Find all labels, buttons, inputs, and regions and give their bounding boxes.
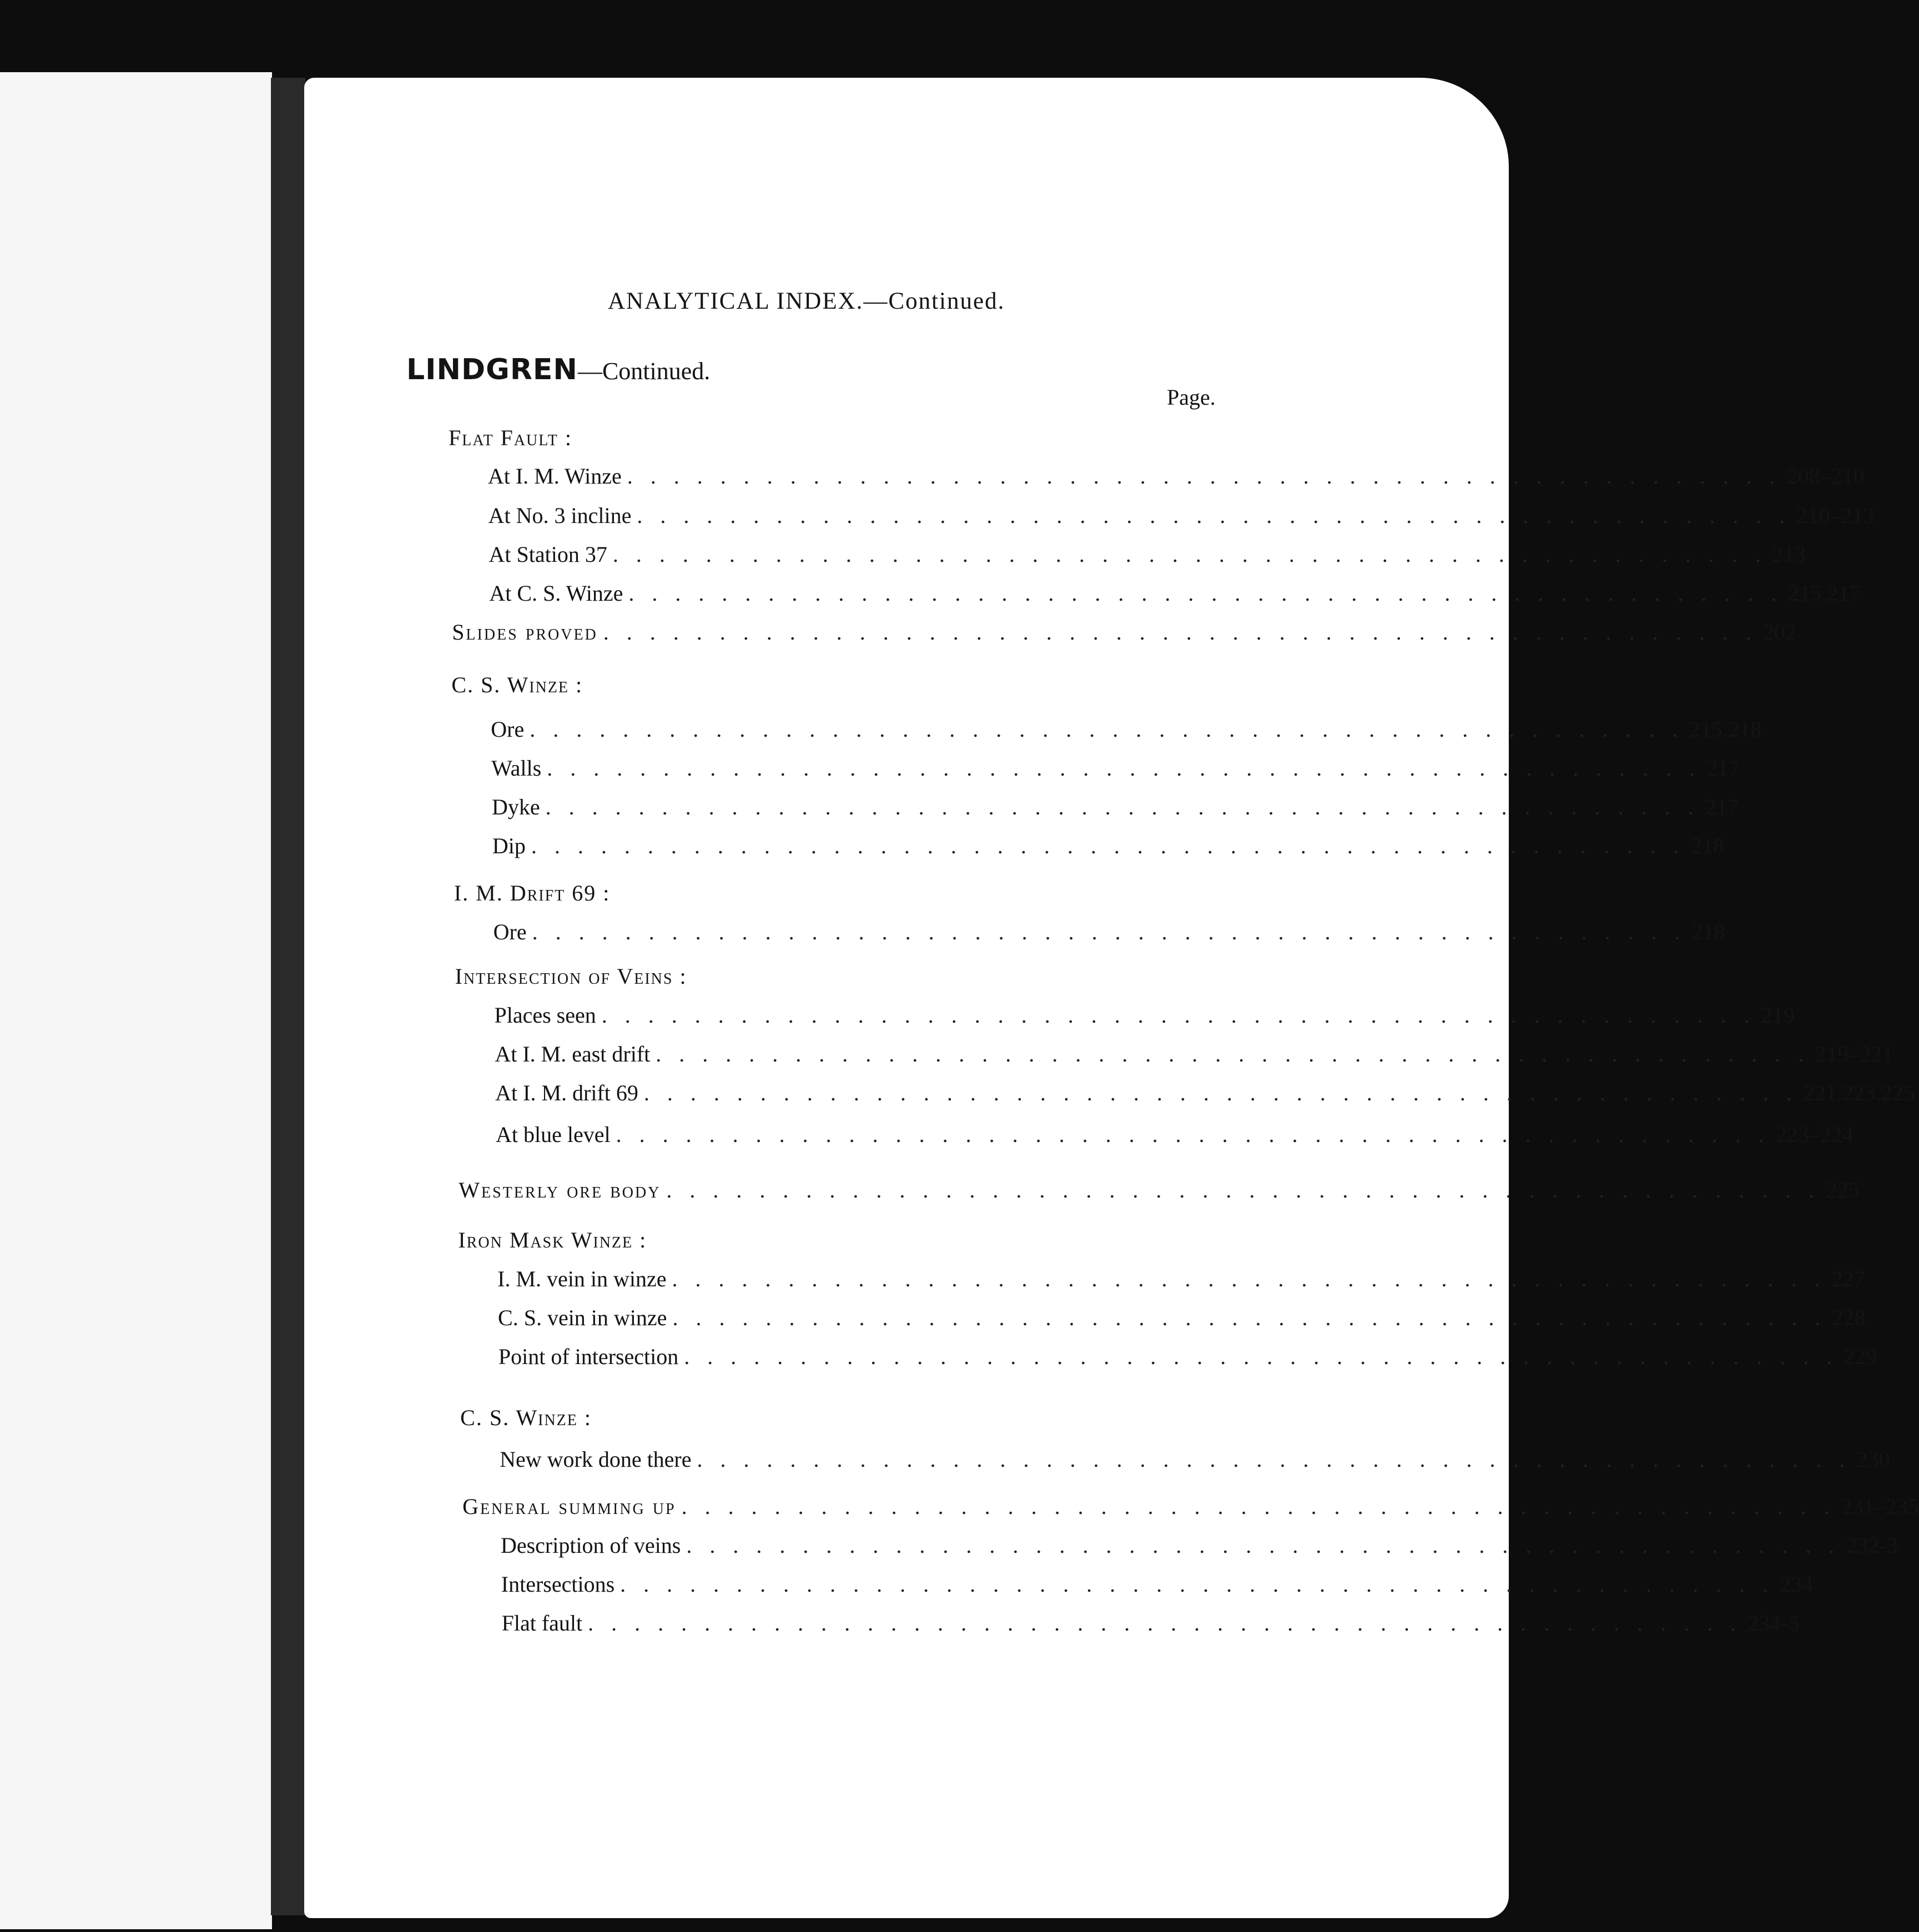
- index-entry: [495, 1080, 1915, 1109]
- left-page: [0, 72, 272, 1929]
- entry-text: At C. S. Winze: [489, 581, 623, 606]
- section-suffix: —Continued.: [577, 358, 711, 385]
- index-entry: [488, 541, 1806, 570]
- entry-text: New work done there: [500, 1447, 692, 1472]
- index-group-heading: Iron Mask Winze :: [458, 1227, 647, 1252]
- entry-text: At No. 3 incline: [488, 503, 632, 528]
- dot-leader: . . . . . . . . . . . . . . . . . . . . . . . . . . . . . . . . . . . . . . . . . . . . . . . . . .: [601, 1003, 1756, 1028]
- index-entry: [489, 580, 1861, 609]
- entry-text: Places seen: [494, 1003, 596, 1028]
- dot-leader: . . . . . . . . . . . . . . . . . . . . . . . . . . . . . . . . . . . . . . . . . . . . . . . . . .: [616, 1122, 1770, 1147]
- entry-page-number: 210–213: [1796, 503, 1875, 528]
- dot-leader: . . . . . . . . . . . . . . . . . . . . . . . . . . . . . . . . . . . . . . . . . . . . . . . . . .: [681, 1494, 1836, 1519]
- index-entry: [497, 1266, 1865, 1295]
- entry-text: At I. M. east drift: [495, 1042, 651, 1066]
- index-group-heading: C. S. Winze :: [460, 1405, 592, 1430]
- entry-text: At I. M. Winze: [487, 464, 622, 489]
- entry-page-number: 202: [1762, 620, 1796, 645]
- entry-text: Westerly ore body: [459, 1178, 661, 1203]
- dot-leader: . . . . . . . . . . . . . . . . . . . . . . . . . . . . . . . . . . . . . . . . . . . . . . . . . .: [643, 1080, 1798, 1105]
- index-entry: [501, 1571, 1814, 1600]
- dot-leader: . . . . . . . . . . . . . . . . . . . . . . . . . . . . . . . . . . . . . . . . . . . . . . . . . .: [530, 717, 1684, 742]
- index-group-heading: C. S. Winze :: [451, 672, 583, 697]
- dot-leader: . . . . . . . . . . . . . . . . . . . . . . . . . . . . . . . . . . . . . . . . . . . . . . . . . .: [697, 1447, 1851, 1472]
- index-entry: [487, 463, 1865, 492]
- entry-text: Ore: [493, 919, 527, 944]
- entry-page-number: 208–210: [1786, 464, 1865, 489]
- entry-page-number: 223–224: [1775, 1122, 1853, 1147]
- entry-text: Slides proved: [452, 620, 598, 645]
- entry-page-number: 218: [1690, 833, 1724, 858]
- entry-page-number: 230: [1856, 1447, 1890, 1472]
- entry-page-number: 218: [1691, 919, 1725, 944]
- index-entry: [492, 833, 1724, 862]
- dot-leader: . . . . . . . . . . . . . . . . . . . . . . . . . . . . . . . . . . . . . . . . . . . . . . . . . .: [588, 1611, 1742, 1636]
- entry-page-number: 219: [1761, 1003, 1795, 1028]
- index-group-heading: Flat Fault :: [449, 425, 573, 450]
- entry-text: At Station 37: [488, 542, 607, 567]
- dot-leader: . . . . . . . . . . . . . . . . . . . . . . . . . . . . . . . . . . . . . . . . . . . . . . . . . .: [686, 1533, 1841, 1558]
- entry-page-number: 234-5: [1747, 1611, 1800, 1636]
- dot-leader: . . . . . . . . . . . . . . . . . . . . . . . . . . . . . . . . . . . . . . . . . . . . . . . . . .: [545, 794, 1700, 819]
- entry-text: Ore: [491, 717, 525, 742]
- index-entry: [491, 755, 1740, 784]
- index-entry: [498, 1305, 1866, 1334]
- entry-page-number: 215.218: [1689, 717, 1762, 742]
- dot-leader: . . . . . . . . . . . . . . . . . . . . . . . . . . . . . . . . . . . . . . . . . . . . . . . . . .: [684, 1344, 1839, 1369]
- index-entry-main: [462, 1493, 1919, 1522]
- entry-text: At blue level: [496, 1122, 611, 1147]
- index-entry: [488, 502, 1875, 531]
- entry-text: I. M. vein in winze: [497, 1266, 667, 1291]
- index-entry: [500, 1532, 1898, 1561]
- entry-text: Dip: [492, 833, 526, 858]
- entry-page-number: 234: [1780, 1572, 1814, 1597]
- entry-text: C. S. vein in winze: [498, 1305, 667, 1330]
- index-entry: [491, 716, 1762, 745]
- dot-leader: . . . . . . . . . . . . . . . . . . . . . . . . . . . . . . . . . . . . . . . . . . . . . . . . . .: [656, 1042, 1810, 1066]
- dot-leader: . . . . . . . . . . . . . . . . . . . . . . . . . . . . . . . . . . . . . . . . . . . . . . . . . .: [637, 503, 1791, 528]
- dot-leader: . . . . . . . . . . . . . . . . . . . . . . . . . . . . . . . . . . . . . . . . . . . . . . . . . .: [627, 464, 1781, 489]
- entry-page-number: 227: [1831, 1266, 1865, 1291]
- entry-text: Intersections: [501, 1572, 615, 1597]
- entry-page-number: 219–221: [1815, 1042, 1893, 1066]
- entry-text: Flat fault: [501, 1611, 583, 1636]
- dot-leader: . . . . . . . . . . . . . . . . . . . . . . . . . . . . . . . . . . . . . . . . . . . . . . . . . .: [620, 1572, 1775, 1597]
- entry-text: Point of intersection: [498, 1344, 679, 1369]
- book-spine: [271, 78, 305, 1915]
- index-entry: [500, 1446, 1890, 1475]
- page-header: ANALYTICAL INDEX.—Continued.: [608, 288, 1005, 314]
- entry-page-number: 215.217: [1788, 581, 1861, 606]
- index-entry: [496, 1121, 1853, 1150]
- dot-leader: . . . . . . . . . . . . . . . . . . . . . . . . . . . . . . . . . . . . . . . . . . . . . . . . . .: [612, 542, 1767, 567]
- dot-leader: . . . . . . . . . . . . . . . . . . . . . . . . . . . . . . . . . . . . . . . . . . . . . . . . . .: [603, 620, 1757, 645]
- index-group-heading: I. M. Drift 69 :: [454, 881, 611, 905]
- index-entry: [494, 1002, 1795, 1031]
- entry-page-number: 217: [1705, 794, 1739, 819]
- entry-page-number: 225: [1826, 1178, 1860, 1203]
- dot-leader: . . . . . . . . . . . . . . . . . . . . . . . . . . . . . . . . . . . . . . . . . . . . . . . . . .: [666, 1178, 1821, 1203]
- entry-text: Description of veins: [500, 1533, 681, 1558]
- entry-page-number: 221.223.225: [1803, 1080, 1915, 1105]
- section-heading: [406, 353, 710, 386]
- dot-leader: . . . . . . . . . . . . . . . . . . . . . . . . . . . . . . . . . . . . . . . . . . . . . . . . . .: [547, 756, 1701, 781]
- entry-text: At I. M. drift 69: [495, 1080, 638, 1105]
- section-name: LINDGREN: [406, 353, 578, 386]
- index-entry-main: [459, 1177, 1860, 1206]
- entry-text: General summing up: [462, 1494, 676, 1519]
- entry-page-number: 232-3: [1846, 1533, 1898, 1558]
- index-entry: [501, 1610, 1800, 1639]
- dot-leader: . . . . . . . . . . . . . . . . . . . . . . . . . . . . . . . . . . . . . . . . . . . . . . . . . .: [672, 1266, 1826, 1291]
- entry-text: Walls: [491, 756, 542, 781]
- entry-page-number: 231–235: [1841, 1494, 1919, 1519]
- dot-leader: . . . . . . . . . . . . . . . . . . . . . . . . . . . . . . . . . . . . . . . . . . . . . . . . . .: [531, 833, 1685, 858]
- index-entry: [493, 919, 1725, 948]
- entry-page-number: 213: [1772, 542, 1806, 567]
- entry-text: Dyke: [491, 794, 540, 819]
- dot-leader: . . . . . . . . . . . . . . . . . . . . . . . . . . . . . . . . . . . . . . . . . . . . . . . . . .: [628, 581, 1783, 606]
- dot-leader: . . . . . . . . . . . . . . . . . . . . . . . . . . . . . . . . . . . . . . . . . . . . . . . . . .: [672, 1305, 1827, 1330]
- entry-page-number: 228: [1832, 1305, 1866, 1330]
- index-entry: [491, 794, 1739, 823]
- index-entry-main: [452, 619, 1796, 648]
- page-column-label: Page.: [1167, 385, 1216, 410]
- entry-page-number: 229: [1844, 1344, 1877, 1369]
- dot-leader: . . . . . . . . . . . . . . . . . . . . . . . . . . . . . . . . . . . . . . . . . . . . . . . . . .: [532, 919, 1686, 944]
- index-entry: [495, 1041, 1893, 1070]
- entry-page-number: 217: [1706, 756, 1740, 781]
- index-group-heading: Intersection of Veins :: [455, 964, 687, 989]
- index-entry: [498, 1344, 1877, 1372]
